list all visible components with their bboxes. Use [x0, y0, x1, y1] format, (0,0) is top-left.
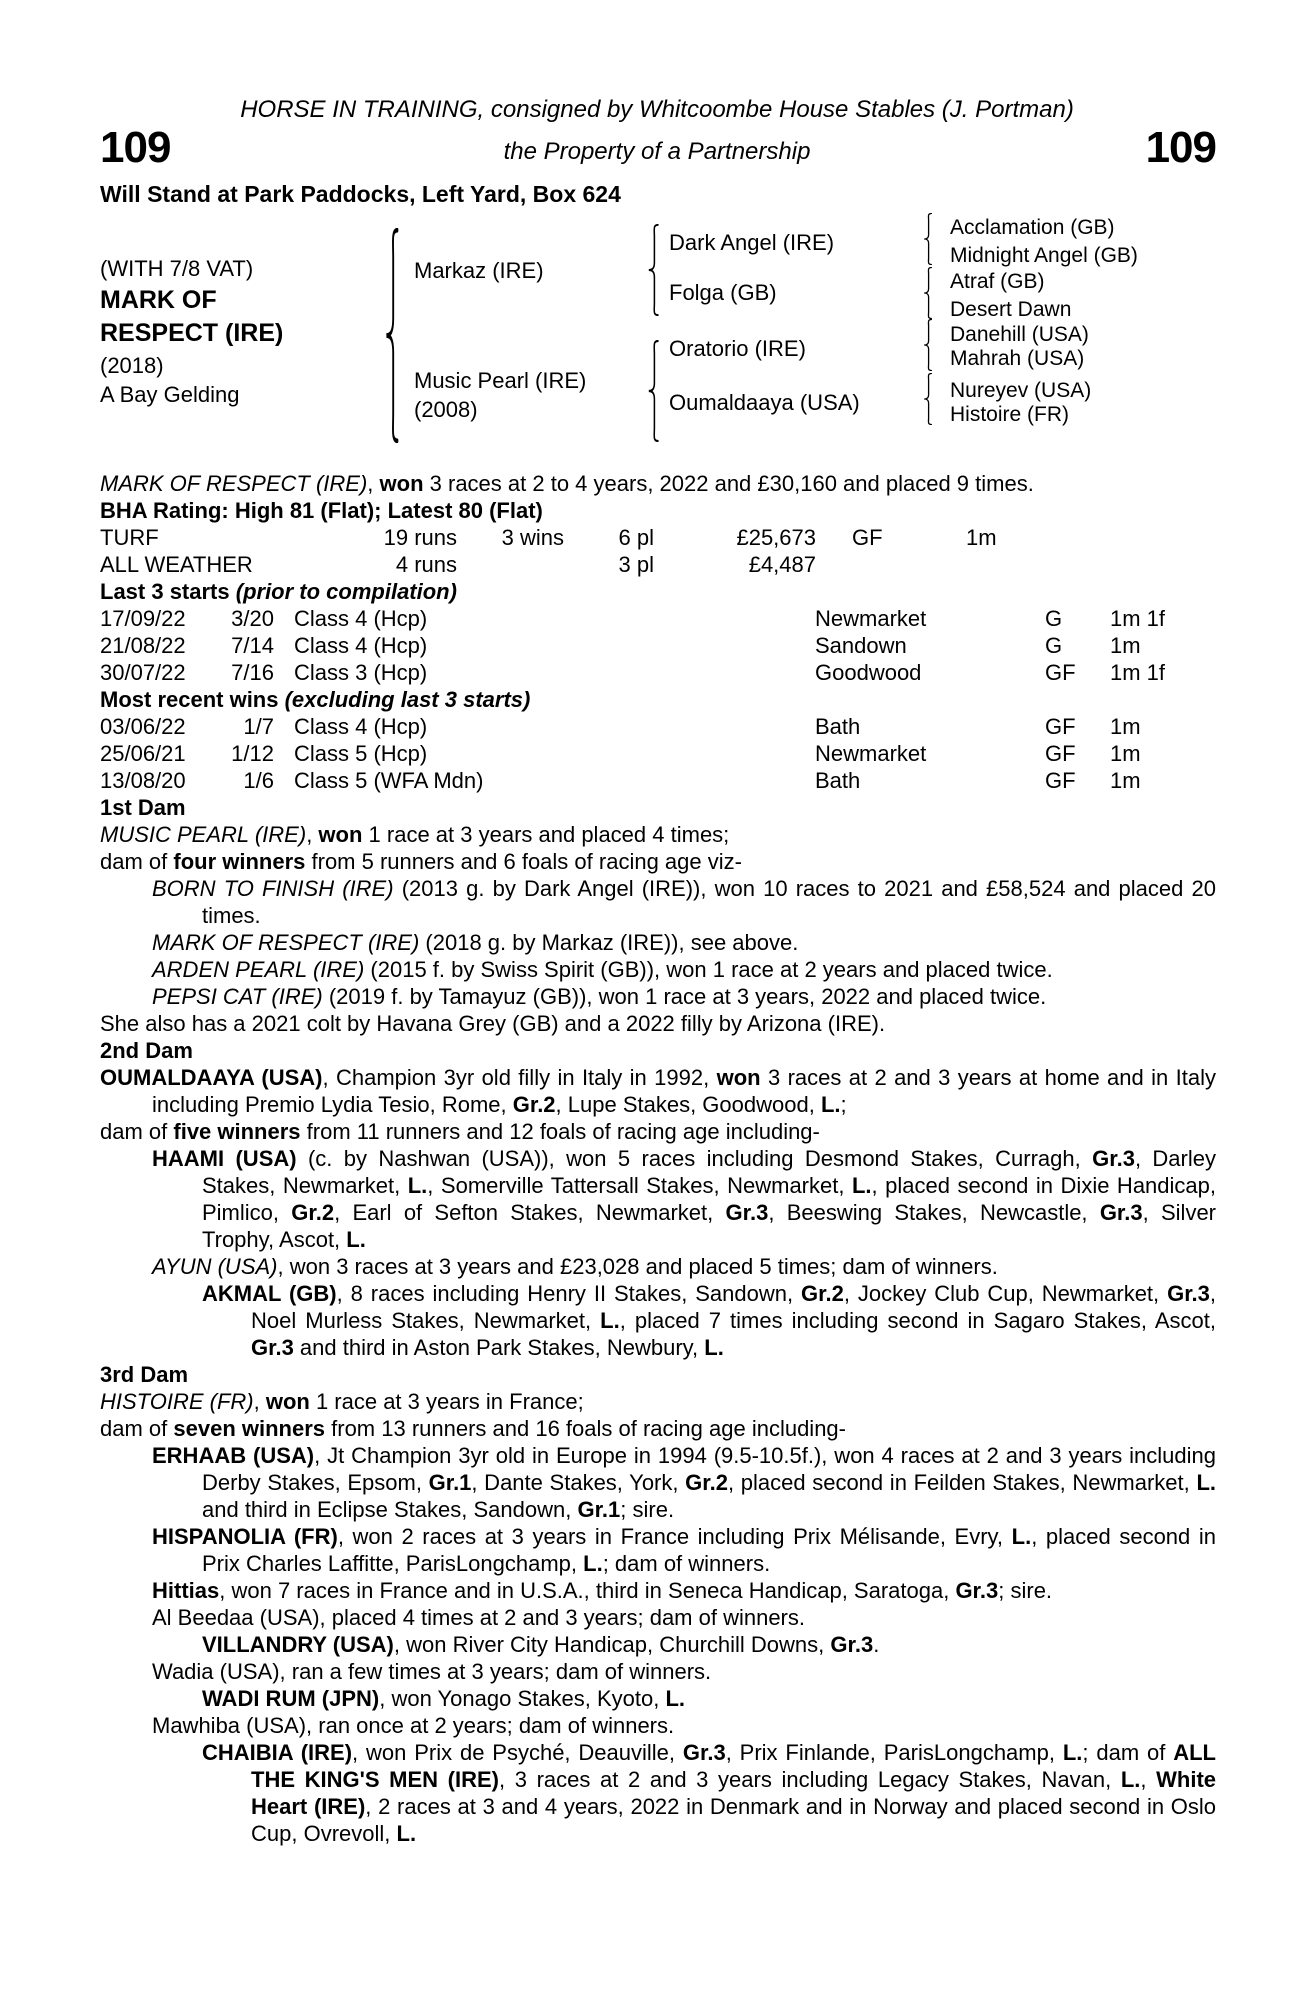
property-line: the Property of a Partnership	[503, 138, 811, 165]
text-segment: ; dam of winners.	[602, 1551, 771, 1576]
text-segment: 1 race at 3 years and placed 4 times;	[362, 822, 730, 847]
text-segment: L.	[1062, 1740, 1083, 1765]
race-record-row-wins	[457, 551, 564, 578]
text-segment: , Noel Murless Stakes, Newmarket,	[251, 1281, 1217, 1333]
second-dam-name: Oumaldaaya (USA)	[669, 390, 860, 415]
foal-year: (2018)	[100, 353, 164, 378]
text-segment: , Jt Champion 3yr old in Europe in 1994 (9.5-10.5f.), won 4 races at 2 and 3 years including Derby Stakes, Epsom,	[202, 1443, 1216, 1495]
text-segment: Gr.3	[830, 1632, 874, 1657]
text-segment: OUMALDAAYA (USA)	[100, 1065, 323, 1090]
text-segment: ,	[253, 1389, 266, 1414]
text-segment: , Champion 3yr old filly in Italy in 1992,	[322, 1065, 717, 1090]
text-segment: Gr.2	[685, 1470, 728, 1495]
pedigree-brace-gg4	[922, 373, 933, 425]
text-segment: , Lupe Stakes, Goodwood,	[555, 1092, 821, 1117]
text-segment: ARDEN PEARL (IRE)	[152, 957, 365, 982]
dam-paragraph	[100, 1685, 1216, 1712]
text-segment: She also has a 2021 colt by Havana Grey (GB) and a 2022 filly by Arizona (IRE).	[100, 1011, 886, 1036]
text-segment: Gr.3	[1092, 1146, 1135, 1171]
dam-name: Music Pearl (IRE)	[414, 368, 587, 393]
race-record-row	[100, 524, 1216, 551]
text-segment: L.	[583, 1551, 603, 1576]
text-segment: , Jockey Club Cup, Newmarket,	[843, 1281, 1168, 1306]
race-summary-section	[100, 470, 1216, 497]
text-segment: ,	[367, 471, 380, 496]
text-segment: , placed second in Prix Charles Laffitte, ParisLongchamp,	[202, 1524, 1216, 1576]
race-summary	[100, 470, 1216, 497]
race-record-row-distance: 1m	[966, 525, 997, 550]
text-segment: (c. by Nashwan (USA)), won 5 races including Desmond Stakes, Curragh,	[296, 1146, 1093, 1171]
pedigree-brace-sire	[646, 224, 660, 316]
text-segment: five winners	[173, 1119, 301, 1144]
win-row-going: GF	[1045, 714, 1076, 739]
race-record-row-wins: 3 wins	[501, 525, 564, 550]
great-grandparent: Acclamation (GB)	[950, 216, 1115, 239]
text-segment: Gr.3	[682, 1740, 726, 1765]
first-dam-heading: 1st Dam	[100, 795, 186, 820]
text-segment: from 5 runners and 6 foals of racing age viz-	[305, 849, 742, 874]
start-row-race_class: Class 4 (Hcp)	[294, 606, 428, 631]
race-record-table	[100, 524, 1216, 578]
start-row	[100, 632, 1216, 659]
start-row-race_class: Class 3 (Hcp)	[294, 660, 428, 685]
pedigree-brace-main	[383, 228, 400, 443]
sire-name: Markaz (IRE)	[414, 258, 544, 283]
text-segment: HISPANOLIA (FR)	[152, 1524, 338, 1549]
bha-rating-section	[100, 497, 1216, 578]
text-segment: , placed second in Feilden Stakes, Newmarket,	[727, 1470, 1197, 1495]
race-record-row-places: 3 pl	[618, 552, 654, 577]
text-segment: seven winners	[173, 1416, 326, 1441]
text-segment: .	[873, 1632, 880, 1657]
pedigree-brace-gg3	[922, 319, 933, 371]
text-segment: ERHAAB (USA)	[152, 1443, 315, 1468]
third-dam-heading: 3rd Dam	[100, 1362, 189, 1387]
dam-year: (2008)	[414, 397, 478, 422]
dam-paragraph	[100, 848, 1216, 875]
text-segment: , 3 races at 2 and 3 years including Legacy Stakes, Navan,	[499, 1767, 1121, 1792]
last-three-starts-table	[100, 605, 1216, 686]
text-segment: Most recent wins	[100, 687, 279, 712]
race-record-row	[100, 551, 1216, 578]
win-row-race_class: Class 5 (Hcp)	[294, 741, 428, 766]
text-segment: ;	[840, 1092, 847, 1117]
win-row-distance: 1m	[1110, 714, 1141, 739]
text-segment: , Somerville Tattersall Stakes, Newmarket,	[427, 1173, 852, 1198]
third-dam-paragraphs	[100, 1388, 1216, 1847]
dam-paragraph	[100, 875, 1216, 929]
text-segment: L.	[704, 1335, 724, 1360]
text-segment: , placed second in Dixie Handicap, Pimlico,	[202, 1173, 1217, 1225]
damsire-name: Oratorio (IRE)	[669, 336, 806, 361]
dam-paragraph	[100, 1712, 1216, 1739]
race-record-row-going: GF	[852, 525, 883, 550]
dam-paragraph	[100, 1253, 1216, 1280]
bha-rating-heading: BHA Rating: High 81 (Flat); Latest 80 (Flat)	[100, 498, 543, 523]
win-row-position: 1/6	[243, 768, 274, 793]
text-segment: White Heart (IRE)	[251, 1767, 1217, 1819]
text-segment: CHAIBIA (IRE)	[202, 1740, 353, 1765]
text-segment: dam of	[100, 1416, 174, 1441]
third-dam-section	[100, 1361, 1216, 1847]
text-segment: from 11 runners and 12 foals of racing age including-	[300, 1119, 820, 1144]
start-row	[100, 605, 1216, 632]
dam-paragraph	[100, 1415, 1216, 1442]
text-segment: from 13 runners and 16 foals of racing age including-	[325, 1416, 846, 1441]
text-segment: 3 races at 2 and 3 years at home and in Italy including Premio Lydia Tesio, Rome,	[152, 1065, 1216, 1117]
win-row-position: 1/12	[231, 741, 274, 766]
text-segment: HISTOIRE (FR)	[100, 1389, 254, 1414]
text-segment: L.	[851, 1173, 872, 1198]
text-segment: , Darley Stakes, Newmarket,	[202, 1146, 1216, 1198]
race-record-row-earnings: £4,487	[748, 552, 816, 577]
start-row-date: 30/07/22	[100, 660, 186, 685]
win-row-going: GF	[1045, 768, 1076, 793]
text-segment: (2019 f. by Tamayuz (GB)), won 1 race at 3 years, 2022 and placed twice.	[322, 984, 1047, 1009]
text-segment: ; dam of	[1082, 1740, 1174, 1765]
text-segment: , won Prix de Psyché, Deauville,	[352, 1740, 683, 1765]
start-row-position: 7/16	[231, 660, 274, 685]
race-record-row-runs: 19 runs	[383, 525, 457, 550]
text-segment: PEPSI CAT (IRE)	[152, 984, 323, 1009]
text-segment: WADI RUM (JPN)	[202, 1686, 380, 1711]
text-segment: Hittias	[152, 1578, 220, 1603]
text-segment: , won Yonago Stakes, Kyoto,	[379, 1686, 666, 1711]
dam-paragraph	[100, 983, 1216, 1010]
text-segment: dam of	[100, 1119, 174, 1144]
text-segment: (excluding last 3 starts)	[278, 687, 531, 712]
text-segment: MUSIC PEARL (IRE)	[100, 822, 307, 847]
pedigree-brace-gg2	[922, 267, 933, 319]
win-row-race_class: Class 4 (Hcp)	[294, 714, 428, 739]
dam-paragraph	[100, 956, 1216, 983]
great-grandparent: Nureyev (USA)	[950, 379, 1092, 402]
stand-location: Will Stand at Park Paddocks, Left Yard, Box 624	[100, 181, 621, 207]
great-grandparent: Danehill (USA)	[950, 323, 1089, 346]
win-row-race_class: Class 5 (WFA Mdn)	[294, 768, 484, 793]
text-segment: L.	[1120, 1767, 1141, 1792]
win-row-course: Bath	[815, 768, 861, 793]
text-segment: Al Beedaa (USA), placed 4 times at 2 and 3 years; dam of winners.	[152, 1605, 805, 1630]
text-segment: and third in Eclipse Stakes, Sandown,	[202, 1497, 578, 1522]
text-segment: , Silver Trophy, Ascot,	[202, 1200, 1216, 1252]
text-segment: L.	[1011, 1524, 1032, 1549]
dam-paragraph	[100, 1388, 1216, 1415]
start-row-distance: 1m 1f	[1110, 660, 1166, 685]
lot-number-left: 109	[100, 123, 171, 172]
lot-number-right: 109	[1145, 123, 1216, 172]
dam-paragraph	[100, 1010, 1216, 1037]
text-segment: Gr.2	[512, 1092, 556, 1117]
win-row-distance: 1m	[1110, 768, 1141, 793]
start-row-position: 3/20	[231, 606, 274, 631]
start-row-date: 21/08/22	[100, 633, 186, 658]
text-segment: MARK OF RESPECT (IRE)	[100, 471, 368, 496]
text-segment: AYUN (USA)	[152, 1254, 278, 1279]
great-grandparent: Midnight Angel (GB)	[950, 244, 1138, 267]
start-row-course: Goodwood	[815, 660, 922, 685]
win-row-course: Bath	[815, 714, 861, 739]
dam-paragraph	[100, 1118, 1216, 1145]
text-segment: 3 races at 2 to 4 years, 2022 and £30,160 and placed 9 times.	[423, 471, 1034, 496]
dam-paragraph	[100, 1658, 1216, 1685]
start-row-race_class: Class 4 (Hcp)	[294, 633, 428, 658]
text-segment: ,	[1140, 1767, 1157, 1792]
last-three-starts-heading	[100, 578, 1216, 605]
text-segment: ,	[306, 822, 319, 847]
start-row-course: Sandown	[815, 633, 907, 658]
text-segment: L.	[1196, 1470, 1216, 1495]
text-segment: , won River City Handicap, Churchill Downs,	[393, 1632, 831, 1657]
first-dam-paragraphs	[100, 821, 1216, 1037]
pedigree-brace-gg1	[922, 213, 933, 265]
dam-paragraph	[100, 1523, 1216, 1577]
text-segment: , Prix Finlande, ParisLongchamp,	[725, 1740, 1063, 1765]
recent-wins-table	[100, 713, 1216, 794]
text-segment: Gr.2	[801, 1281, 844, 1306]
text-segment: MARK OF RESPECT (IRE)	[152, 930, 420, 955]
text-segment: Gr.1	[428, 1470, 472, 1495]
text-segment: Gr.1	[577, 1497, 621, 1522]
text-segment: , 8 races including Henry II Stakes, Sandown,	[336, 1281, 802, 1306]
win-row	[100, 767, 1216, 794]
pedigree-brace-dam	[646, 340, 660, 442]
text-segment: Gr.3	[1099, 1200, 1143, 1225]
text-segment: AKMAL (GB)	[202, 1281, 337, 1306]
win-row-going: GF	[1045, 741, 1076, 766]
dam-paragraph	[100, 1739, 1216, 1847]
race-record-row-going	[816, 551, 966, 578]
horse-name: MARK OF RESPECT (IRE)	[100, 286, 284, 347]
win-row-course: Newmarket	[815, 741, 927, 766]
text-segment: Gr.3	[955, 1578, 999, 1603]
granddam-name: Folga (GB)	[669, 280, 777, 305]
great-grandparent: Histoire (FR)	[950, 403, 1069, 426]
text-segment: L.	[346, 1227, 366, 1252]
last-three-starts-section	[100, 578, 1216, 686]
text-segment: Last 3 starts	[100, 579, 230, 604]
win-row-date: 25/06/21	[100, 741, 186, 766]
great-grandparent: Desert Dawn	[950, 298, 1072, 321]
text-segment: VILLANDRY (USA)	[202, 1632, 394, 1657]
text-segment: won	[265, 1389, 310, 1414]
text-segment: Mawhiba (USA), ran once at 2 years; dam of winners.	[152, 1713, 675, 1738]
catalogue-body	[100, 470, 1216, 1847]
start-row-going: G	[1045, 606, 1063, 631]
start-row	[100, 659, 1216, 686]
consignment-line: HORSE IN TRAINING, consigned by Whitcoombe House Stables (J. Portman)	[240, 96, 1074, 123]
text-segment: ALL THE KING'S MEN (IRE)	[251, 1740, 1216, 1792]
text-segment: Gr.3	[1167, 1281, 1210, 1306]
text-segment: L.	[407, 1173, 428, 1198]
second-dam-section	[100, 1037, 1216, 1361]
dam-paragraph	[100, 1442, 1216, 1523]
text-segment: HAAMI (USA)	[152, 1146, 297, 1171]
text-segment: Gr.3	[725, 1200, 769, 1225]
horse-description: A Bay Gelding	[100, 382, 240, 407]
grandsire-name: Dark Angel (IRE)	[669, 230, 835, 255]
dam-paragraph	[100, 1280, 1216, 1361]
great-grandparent: Mahrah (USA)	[950, 347, 1085, 370]
race-record-row-surface: ALL WEATHER	[100, 552, 253, 577]
win-row-distance: 1m	[1110, 741, 1141, 766]
first-dam-section	[100, 794, 1216, 1037]
text-segment: ; sire.	[620, 1497, 675, 1522]
dam-paragraph	[100, 1631, 1216, 1658]
text-segment: L.	[600, 1308, 620, 1333]
text-segment: L.	[820, 1092, 841, 1117]
text-segment: , Beeswing Stakes, Newcastle,	[768, 1200, 1100, 1225]
second-dam-heading: 2nd Dam	[100, 1038, 193, 1063]
text-segment: won	[318, 822, 363, 847]
text-segment: (2013 g. by Dark Angel (IRE)), won 10 races to 2021 and £58,524 and placed 20 times.	[202, 876, 1216, 928]
dam-paragraph	[100, 929, 1216, 956]
win-row-date: 03/06/22	[100, 714, 186, 739]
dam-paragraph	[100, 1604, 1216, 1631]
text-segment: , Earl of Sefton Stakes, Newmarket,	[334, 1200, 726, 1225]
text-segment: , won 7 races in France and in U.S.A., third in Seneca Handicap, Saratoga,	[219, 1578, 956, 1603]
start-row-going: GF	[1045, 660, 1076, 685]
pedigree-tree	[100, 200, 1216, 455]
text-segment: Wadia (USA), ran a few times at 3 years; dam of winners.	[152, 1659, 712, 1684]
text-segment: won	[716, 1065, 761, 1090]
text-segment: L.	[396, 1821, 417, 1846]
text-segment: Gr.2	[291, 1200, 335, 1225]
text-segment: , Dante Stakes, York,	[471, 1470, 686, 1495]
text-segment: (2015 f. by Swiss Spirit (GB)), won 1 race at 2 years and placed twice.	[364, 957, 1053, 982]
race-record-row-surface: TURF	[100, 525, 159, 550]
dam-paragraph	[100, 1064, 1216, 1118]
start-row-distance: 1m	[1110, 633, 1141, 658]
text-segment: , won 2 races at 3 years in France including Prix Mélisande, Evry,	[337, 1524, 1012, 1549]
text-segment: Gr.3	[251, 1335, 294, 1360]
second-dam-paragraphs	[100, 1064, 1216, 1361]
win-row-position: 1/7	[243, 714, 274, 739]
text-segment: L.	[665, 1686, 685, 1711]
recent-wins-heading	[100, 686, 1216, 713]
race-record-row-earnings: £25,673	[736, 525, 816, 550]
text-segment: , won 3 races at 3 years and £23,028 and placed 5 times; dam of winners.	[277, 1254, 998, 1279]
pedigree-subject	[100, 253, 325, 408]
start-row-position: 7/14	[231, 633, 274, 658]
text-segment: , placed 7 times including second in Sagaro Stakes, Ascot,	[619, 1308, 1217, 1333]
vat-note: (WITH 7/8 VAT)	[100, 256, 254, 281]
text-segment: (prior to compilation)	[229, 579, 457, 604]
text-segment: and third in Aston Park Stakes, Newbury,	[293, 1335, 705, 1360]
dam-paragraph	[100, 1577, 1216, 1604]
start-row-date: 17/09/22	[100, 606, 186, 631]
text-segment: won	[379, 471, 424, 496]
text-segment: ; sire.	[998, 1578, 1053, 1603]
race-record-row-places: 6 pl	[618, 525, 654, 550]
race-record-row-runs: 4 runs	[395, 552, 457, 577]
text-segment: 1 race at 3 years in France;	[309, 1389, 584, 1414]
start-row-course: Newmarket	[815, 606, 927, 631]
dam-paragraph	[100, 1145, 1216, 1253]
start-row-distance: 1m 1f	[1110, 606, 1166, 631]
win-row-date: 13/08/20	[100, 768, 186, 793]
great-grandparent: Atraf (GB)	[950, 270, 1045, 293]
text-segment: (2018 g. by Markaz (IRE)), see above.	[419, 930, 799, 955]
text-segment: four winners	[173, 849, 306, 874]
win-row	[100, 740, 1216, 767]
text-segment: dam of	[100, 849, 174, 874]
start-row-going: G	[1045, 633, 1063, 658]
text-segment: BORN TO FINISH (IRE)	[152, 876, 394, 901]
text-segment: , 2 races at 3 and 4 years, 2022 in Denmark and in Norway and placed second in Oslo Cup, Ovrevoll,	[251, 1794, 1216, 1846]
race-record-row-distance	[966, 551, 1216, 578]
dam-paragraph	[100, 821, 1216, 848]
recent-wins-section	[100, 686, 1216, 794]
win-row	[100, 713, 1216, 740]
